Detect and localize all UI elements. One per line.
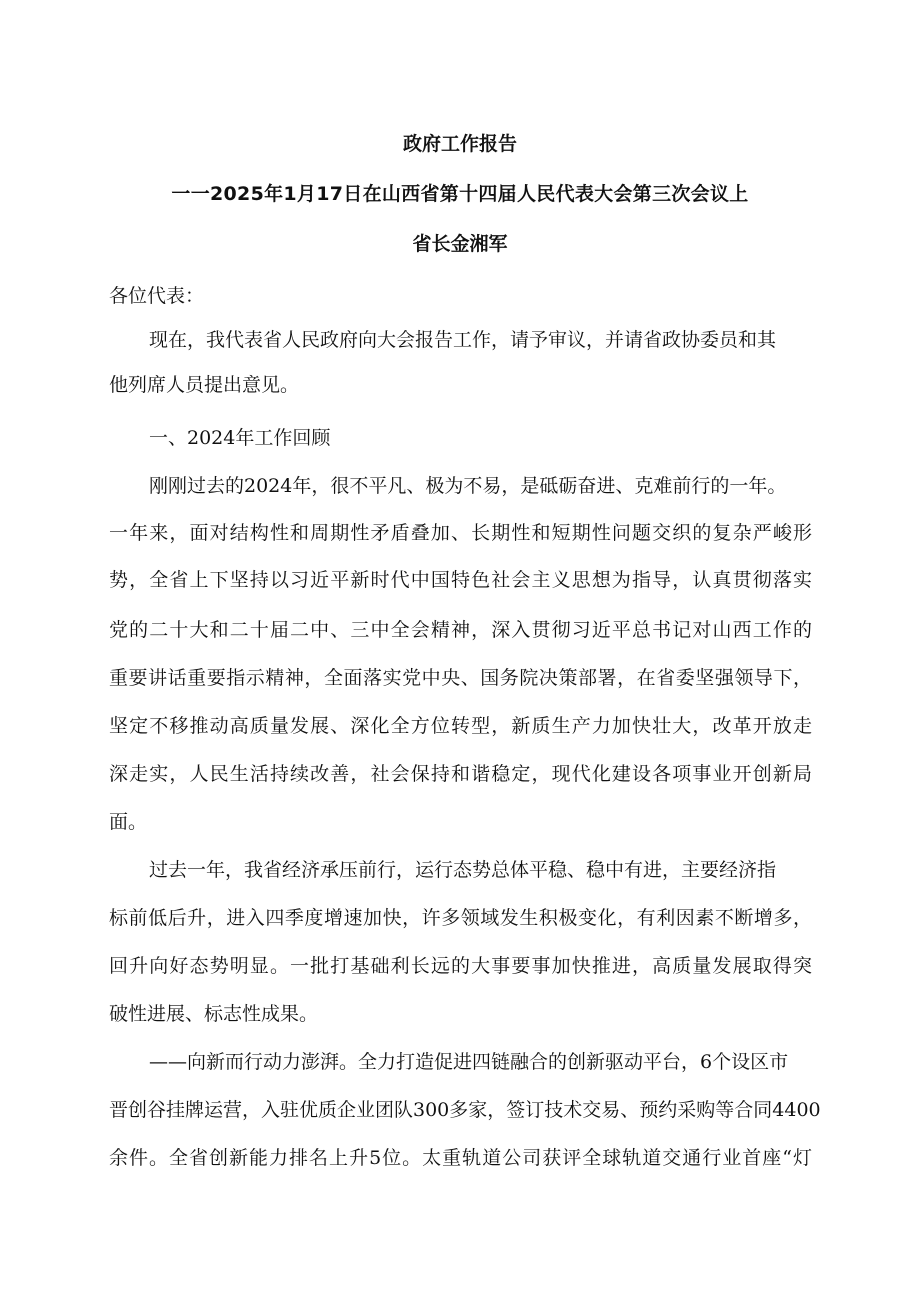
paragraph-line: 现在，我代表省人民政府向大会报告工作，请予审议，并请省政协委员和其	[149, 329, 777, 351]
paragraph-line: 深走实，人民生活持续改善，社会保持和谐稳定，现代化建设各项事业开创新局	[109, 763, 812, 785]
paragraph-line: ——向新而行动力澎湃。全力打造促进四链融合的创新驱动平台，6个设区市	[149, 1051, 789, 1073]
salutation: 各位代表：	[109, 285, 205, 307]
paragraph-line: 他列席人员提出意见。	[109, 374, 300, 396]
paragraph-line: 坚定不移推动高质量发展、深化全方位转型，新质生产力加快壮大，改革开放走	[109, 715, 812, 737]
paragraph-line: 势，全省上下坚持以习近平新时代中国特色社会主义思想为指导，认真贯彻落实	[109, 569, 812, 591]
document-speaker: 省长金湘军	[412, 233, 508, 255]
paragraph-line: 标前低后升，进入四季度增速加快，许多领域发生积极变化，有利因素不断增多，	[109, 907, 812, 929]
paragraph-line: 面。	[109, 811, 148, 833]
document-subtitle: 一一2025年1月17日在山西省第十四届人民代表大会第三次会议上	[171, 183, 749, 205]
paragraph-line: 回升向好态势明显。一批打基础利长远的大事要事加快推进，高质量发展取得突	[109, 955, 812, 977]
section-heading: 一、2024年工作回顾	[149, 427, 331, 449]
paragraph-line: 刚刚过去的2024年，很不平凡、极为不易，是砥砺奋进、克难前行的一年。	[149, 475, 787, 497]
paragraph-line: 过去一年，我省经济承压前行，运行态势总体平稳、稳中有进，主要经济指	[149, 859, 777, 881]
paragraph-line: 晋创谷挂牌运营，入驻优质企业团队300多家，签订技术交易、预约采购等合同4400	[109, 1099, 821, 1121]
paragraph-line: 破性进展、标志性成果。	[109, 1003, 319, 1025]
paragraph-line: 党的二十大和二十届二中、三中全会精神，深入贯彻习近平总书记对山西工作的	[109, 619, 812, 641]
paragraph-line: 重要讲话重要指示精神，全面落实党中央、国务院决策部署，在省委坚强领导下，	[109, 667, 812, 689]
document-title: 政府工作报告	[402, 133, 517, 155]
paragraph-line: 余件。全省创新能力排名上升5位。太重轨道公司获评全球轨道交通行业首座“灯	[109, 1147, 812, 1169]
paragraph-line: 一年来，面对结构性和周期性矛盾叠加、长期性和短期性问题交织的复杂严峻形	[109, 522, 812, 544]
